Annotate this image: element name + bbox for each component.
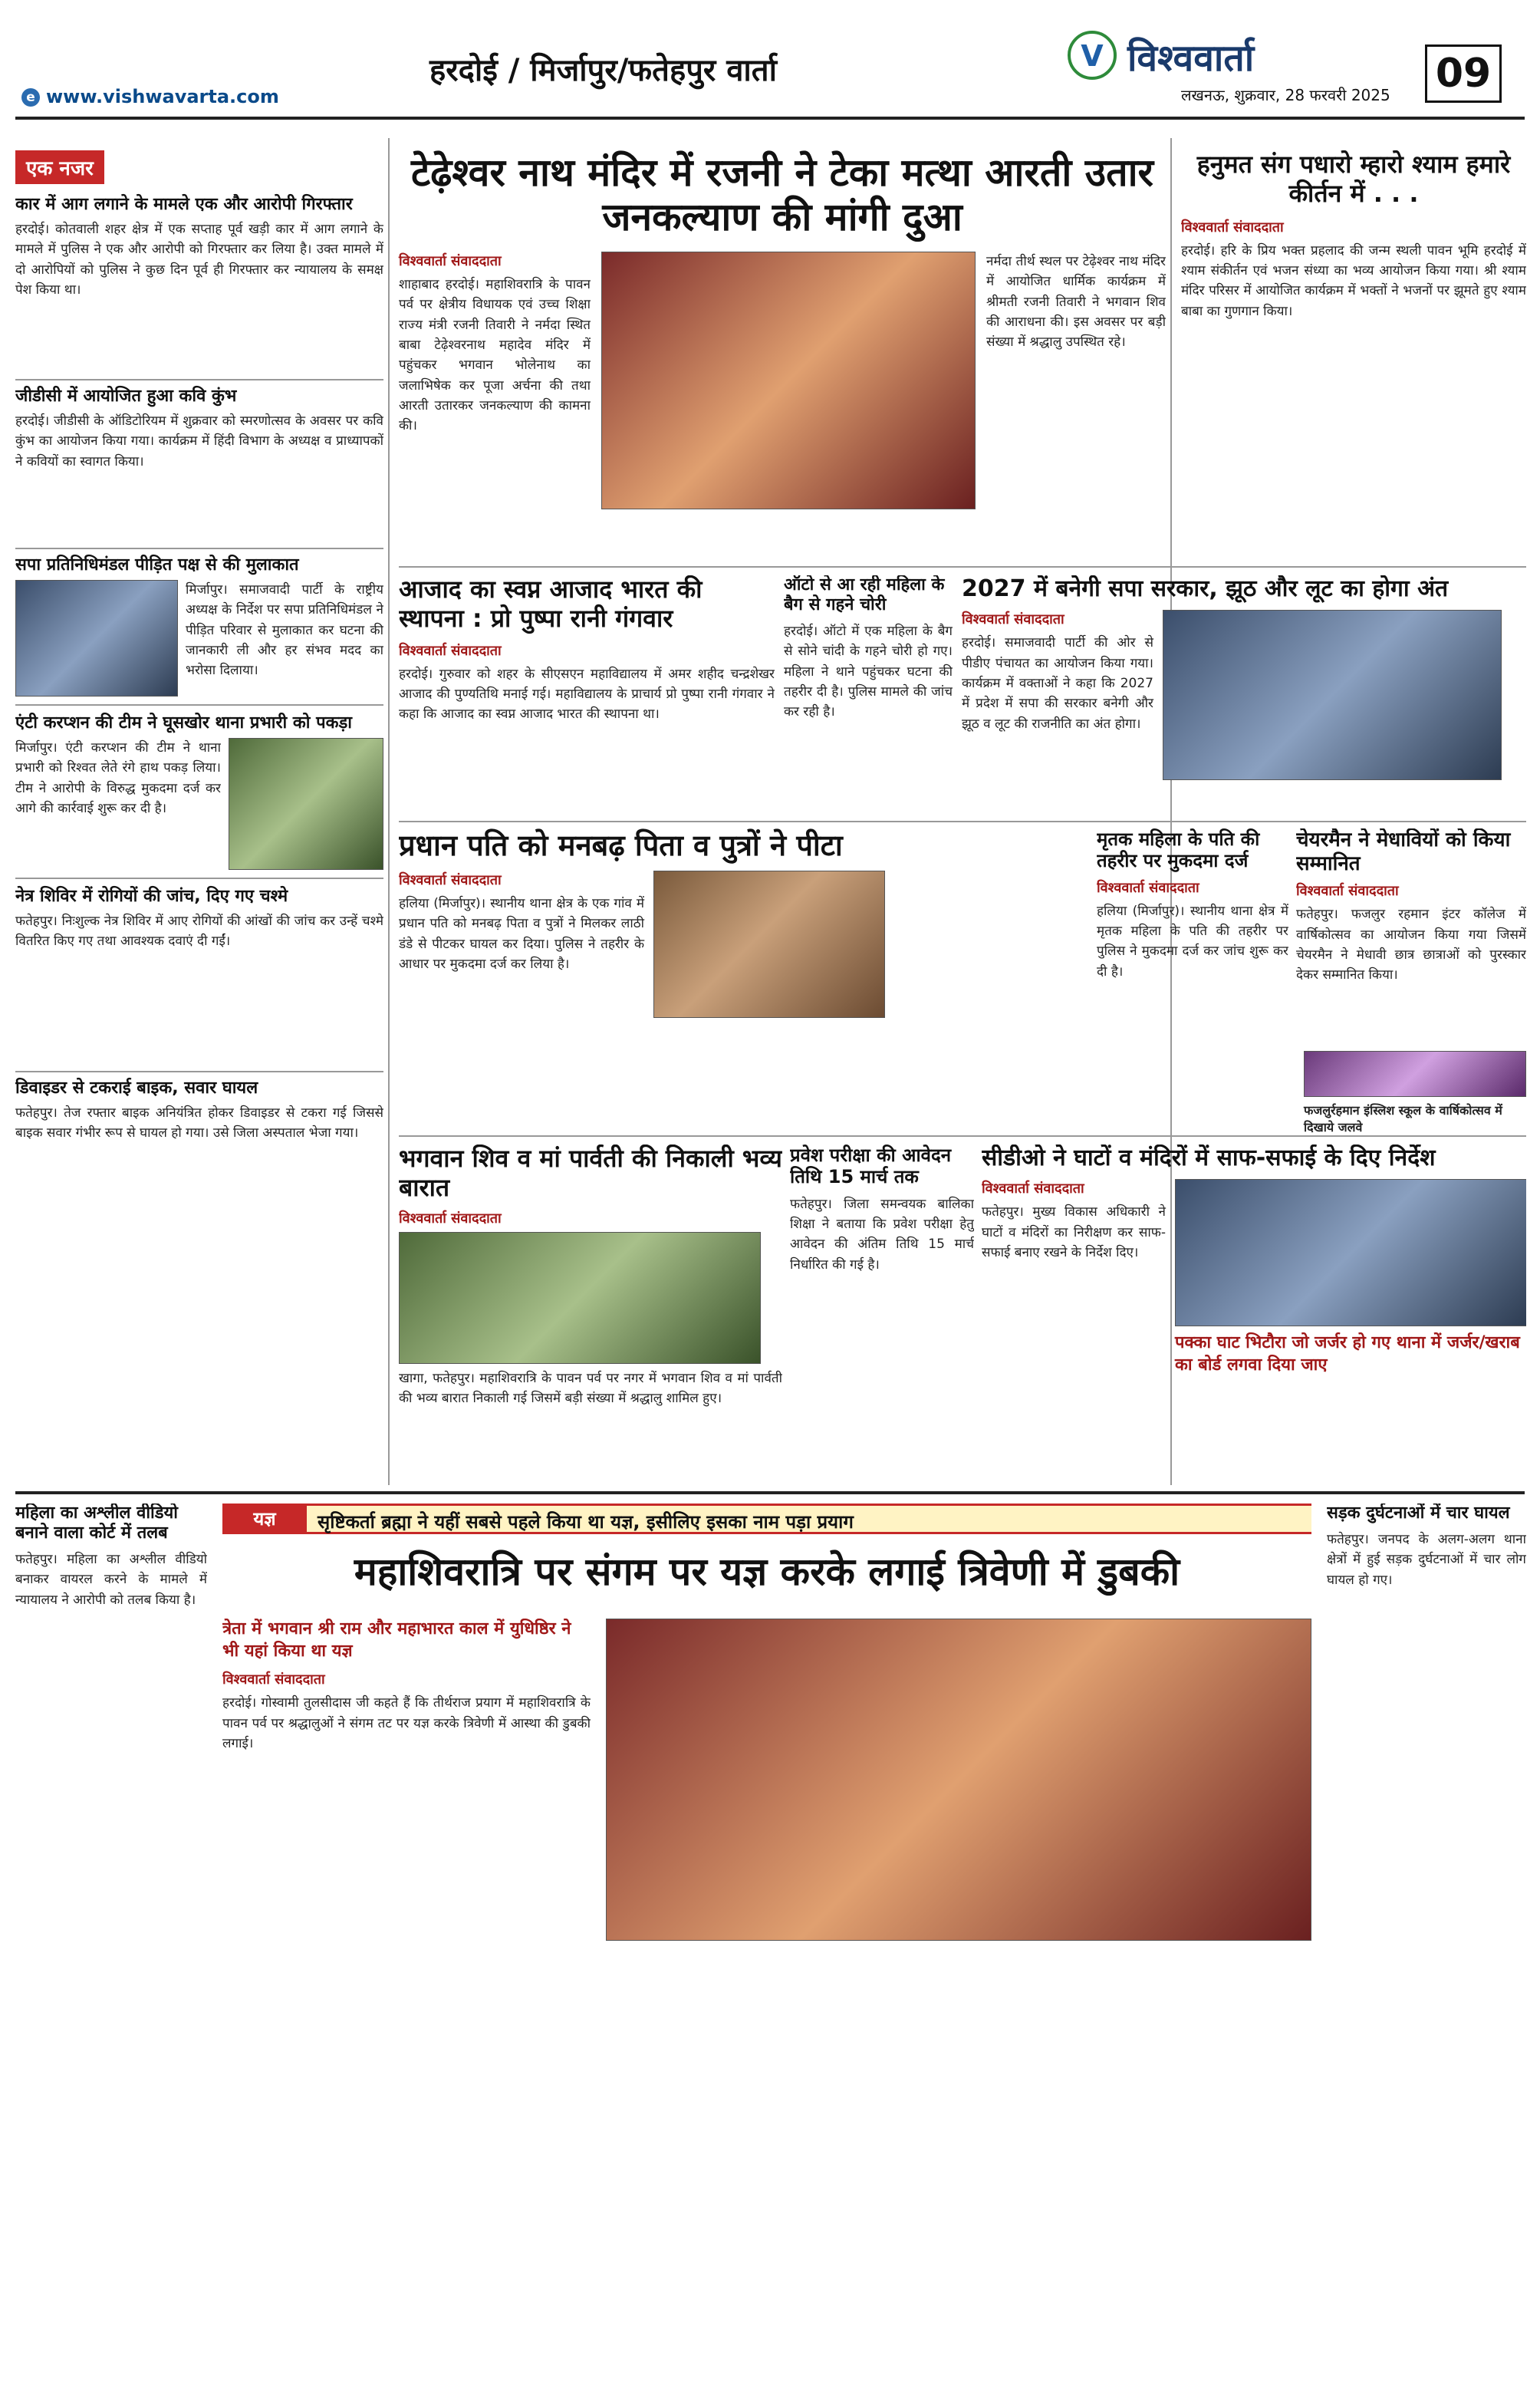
story-photo [1163,610,1502,780]
website-link[interactable] [21,86,279,107]
divider [15,704,383,706]
byline: विश्ववार्ता संवाददाता [399,871,502,888]
masthead [0,0,1540,123]
byline: विश्ववार्ता संवाददाता [1181,219,1284,235]
brief-headline: एंटी करप्शन की टीम ने घूसखोर थाना प्रभारी को पकड़ा [15,713,352,733]
bottom-headline: महाशिवरात्रि पर संगम पर यज्ञ करके लगाई त्रिवेणी में डुबकी [354,1550,1180,1594]
story-body: हलिया (मिर्जापुर)। स्थानीय थाना क्षेत्र के एक गांव में प्रधान पति को मनबढ़ पिता व पुत्रों ने मिलकर लाठी डंडे से पीटकर घायल कर दिया। पुलिस ने तहरीर के आधार पर मुकदमा दर्ज कर लिया है। [399,895,644,972]
row-divider [399,1135,1526,1137]
story-headline: मृतक महिला के पति की तहरीर पर मुकदमा दर्ज [1097,828,1260,872]
browser-icon: e [21,88,40,107]
left-column [15,150,383,1485]
story-body: फतेहपुर। महिला का अश्लील वीडियो बनाकर वायरल करने के मामले में न्यायालय ने आरोपी को तलब किया है। [15,1551,207,1608]
masthead-rule [15,117,1525,120]
main-photo [601,252,976,509]
story-bhagwan [399,1145,782,1482]
divider [15,379,383,380]
byline: विश्ववार्ता संवाददाता [399,253,502,269]
divider [15,878,383,879]
photo-caption: फजलुर्रहमान इंस्लिश स्कूल के वार्षिकोत्सव में दिखाये जलवे [1304,1103,1502,1135]
story-azad [399,575,775,813]
brief-photo [229,738,383,870]
byline: विश्ववार्ता संवाददाता [962,611,1065,628]
story-cdo [982,1145,1526,1482]
row-divider [399,821,1526,822]
column-divider [388,138,390,1485]
story-photo [653,871,885,1018]
bottom-story-left [222,1619,591,2386]
brief-4 [15,887,383,1065]
brief-headline: कार में आग लगाने के मामले एक और आरोपी गिरफ्तार [15,195,353,214]
page-number: 09 [1425,44,1502,103]
story-headline: चेयरमैन ने मेधावियों को किया सम्मानित [1296,828,1511,875]
story-headline: भगवान शिव व मां पार्वती की निकाली भव्य बारात [399,1145,782,1202]
brief-5 [15,1079,383,1226]
section-title: हरदोई / मिर्जापुर/फतेहपुर वार्ता [429,53,777,88]
story-headline: प्रवेश परीक्षा की आवेदन तिथि 15 मार्च तक [790,1145,952,1188]
brief-0 [15,195,383,373]
story-pradhan [399,828,1089,1112]
main-body: शाहाबाद हरदोई। महाशिवरात्रि के पावन पर्व पर क्षेत्रीय विधायक एवं उच्च शिक्षा राज्य मंत्री रजनी तिवारी ने नर्मदा स्थित बाबा टेढ़ेश्वरनाथ महादेव मंदिर में पहुंचकर भगवान भोलेनाथ का जलाभिषेक कर पूजा अर्चना की तथा आरती उतारकर जनकल्याण की कामना की। [399,277,591,434]
story-headline: सीडीओ ने घाटों व मंदिरों में साफ-सफाई के दिए निर्देश [982,1145,1436,1171]
row-divider [399,566,1526,568]
brief-2 [15,555,383,697]
section-tag: यज्ञ [222,1504,307,1534]
byline: विश्ववार्ता संवाददाता [222,1671,325,1688]
story-body: फतेहपुर। जनपद के अलग-अलग थाना क्षेत्रों में हुई सड़क दुर्घटनाओं में चार लोग घायल हो गए। [1327,1531,1526,1588]
story-accident [1327,1504,1526,2386]
story-photo [399,1232,761,1364]
story-body: फतेहपुर। फजलुर रहमान इंटर कॉलेज में वार्षिकोत्सव का आयोजन किया गया जिसमें चेयरमैन ने मेधावी छात्र छात्राओं को पुरस्कार देकर सम्मानित किया। [1296,907,1526,983]
story-body: खागा, फतेहपुर। महाशिवरात्रि के पावन पर्व पर नगर में भगवान शिव व मां पार्वती की भव्य बारात निकाली गई जिसमें बड़ी संख्या में श्रद्धालु शामिल हुए। [399,1370,782,1406]
brief-headline: जीडीसी में आयोजित हुआ कवि कुंभ [15,386,237,406]
story-video [15,1504,207,2386]
divider [15,548,383,549]
brief-body: हरदोई। जीडीसी के ऑडिटोरियम में शुक्रवार को स्मरणोत्सव के अवसर पर कवि कुंभ का आयोजन किया गया। कार्यक्रम में हिंदी विभाग के अध्यक्ष व प्राध्यापकों ने कवियों का स्वागत किया। [15,413,383,469]
pull-quote: पक्का घाट भिटौरा जो जर्जर हो गए थाना में जर्जर/खराब का बोर्ड लगवा दिया जाए [1175,1333,1520,1375]
yagya-photo [606,1619,1311,1941]
divider [15,1071,383,1072]
band-rule [15,1491,1525,1494]
story-body: हलिया (मिर्जापुर)। स्थानीय थाना क्षेत्र में मृतक महिला के पति की तहरीर पर पुलिस ने मुकदमा दर्ज कर जांच शुरू कर दी है। [1097,903,1288,980]
brief-1 [15,387,383,542]
story-mritak [1097,828,1288,1112]
dateline: लखनऊ, शुक्रवार, 28 फरवरी 2025 [1181,86,1390,104]
brief-body: हरदोई। कोतवाली शहर क्षेत्र में एक सप्ताह पूर्व खड़ी कार में आग लगाने के मामले में पुलिस ने एक और आरोपी को गिरफ्तार कर लिया है। उक्त मामले में दो आरोपियों को पुलिस ने कुछ दिन पूर्व ही गिरफ्तार कर न्यायालय के समक्ष पेश किया था। [15,221,383,298]
story-headline: आजाद का स्वप्न आजाद भारत की स्थापना : प्रो पुष्पा रानी गंगवार [399,575,703,633]
website-url: www.vishwavarta.com [46,86,279,107]
story-body: हरदोई। ऑटो में एक महिला के बैग से सोने चांदी के गहने चोरी हो गए। महिला ने थाने पहुंचकर घटना की तहरीर दी है। पुलिस मामले की जांच कर रही है। [784,623,953,720]
brief-headline: सपा प्रतिनिधिमंडल पीड़ित पक्ष से की मुलाकात [15,555,299,575]
story-body: हरदोई। हरि के प्रिय भक्त प्रहलाद की जन्म स्थली पावन भूमि हरदोई में श्याम संकीर्तन एवं भजन संध्या का भव्य आयोजन किया गया। श्री श्याम मंदिर परिसर में आयोजित कार्यक्रम में भक्तों ने भजनों पर झूमते हुए श्याम बाबा का गुणगान किया। [1181,242,1526,319]
story-photo [1175,1179,1526,1326]
main-story [399,150,1166,534]
pull-quote: त्रेता में भगवान श्री राम और महाभारत काल में युधिष्ठिर ने भी यहां किया था यज्ञ [222,1619,571,1661]
story-body: हरदोई। समाजवादी पार्टी की ओर से पीडीए पंचायत का आयोजन किया गया। कार्यक्रम में वक्ताओं ने कहा कि 2027 में प्रदेश में सपा की सरकार बनेगी और झूठ व लूट की राजनीति का अंत होगा। [962,635,1153,732]
byline: विश्ववार्ता संवाददाता [399,642,502,659]
brief-body: मिर्जापुर। एंटी करप्शन की टीम ने थाना प्रभारी को रिश्वत लेते रंगे हाथ पकड़ लिया। टीम ने आरोपी के विरुद्ध मुकदमा दर्ज कर आगे की कार्रवाई शुरू कर दी है। [15,739,221,816]
story-headline: महिला का अश्लील वीडियो बनाने वाला कोर्ट में तलब [15,1504,178,1543]
story-body: फतेहपुर। मुख्य विकास अधिकारी ने घाटों व मंदिरों का निरीक्षण कर साफ-सफाई बनाए रखने के निर्देश दिए। [982,1204,1166,1261]
quote-banner: सृष्टिकर्ता ब्रह्मा ने यहीं सबसे पहले किया था यज्ञ, इसीलिए इसका नाम पड़ा प्रयाग [307,1504,1311,1534]
byline: विश्ववार्ता संवाददाता [399,1210,502,1227]
byline: विश्ववार्ता संवाददाता [1296,883,1399,900]
story-auto [784,575,953,813]
story-headline: प्रधान पति को मनबढ़ पिता व पुत्रों ने पीटा [399,828,843,862]
story-body: हरदोई। गोस्वामी तुलसीदास जी कहते हैं कि तीर्थराज प्रयाग में महाशिवरात्रि के पावन पर्व पर श्रद्धालुओं ने संगम तट पर यज्ञ करके त्रिवेणी में आस्था की डुबकी लगाई। [222,1695,591,1751]
brief-headline: डिवाइडर से टकराई बाइक, सवार घायल [15,1078,258,1098]
story-headline: सड़क दुर्घटनाओं में चार घायल [1327,1504,1510,1523]
byline: विश्ववार्ता संवाददाता [1097,879,1199,896]
brief-body: मिर्जापुर। समाजवादी पार्टी के राष्ट्रीय अध्यक्ष के निर्देश पर सपा प्रतिनिधिमंडल ने पीड़ित परिवार से मुलाकात कर घटना की जानकारी ली और हर संभव मदद का भरोसा दिलाया। [186,581,383,679]
logo-icon: V [1068,31,1117,80]
main-body-2: नर्मदा तीर्थ स्थल पर टेढ़ेश्वर नाथ मंदिर में आयोजित धार्मिक कार्यक्रम में श्रीमती रजनी तिवारी ने भगवान शिव की आराधना की। इस अवसर पर बड़ी संख्या में श्रद्धालु उपस्थित रहे। [986,254,1166,351]
brief-body: फतेहपुर। निःशुल्क नेत्र शिविर में आए रोगियों की आंखों की जांच कर उन्हें चश्मे वितरित किए गए तथा आवश्यक दवाएं दी गईं। [15,913,383,950]
story-headline: हनुमत संग पधारो म्हारो श्याम हमारे कीर्तन में . . . [1196,150,1511,208]
story-pravesh [790,1145,974,1482]
paper-name: विश्ववार्ता [1127,37,1255,80]
brief-photo [15,580,178,697]
main-headline: टेढ़ेश्वर नाथ मंदिर में रजनी ने टेका मत्था आरती उतार जनकल्याण की मांगी दुआ [410,150,1153,239]
byline: विश्ववार्ता संवाददाता [982,1181,1084,1197]
section-label: एक नजर [15,150,104,184]
brief-headline: नेत्र शिविर में रोगियों की जांच, दिए गए चश्मे [15,886,288,906]
story-headline: ऑटो से आ रही महिला के बैग से गहने चोरी [784,575,945,614]
story-hanumat [1181,150,1526,557]
story-body: हरदोई। गुरुवार को शहर के सीएसएन महाविद्यालय में अमर शहीद चन्द्रशेखर आजाद की पुण्यतिथि मनाई गई। महाविद्यालय के प्राचार्य प्रो पुष्पा रानी गंगवार ने कहा कि आजाद का स्वप्न आजाद भारत की स्थापना था। [399,666,775,723]
brief-body: फतेहपुर। तेज रफ्तार बाइक अनियंत्रित होकर डिवाइडर से टकरा गई जिससे बाइक सवार गंभीर रूप से घायल हो गया। उसे जिला अस्पताल भेजा गया। [15,1105,383,1141]
story-body: फतेहपुर। जिला समन्वयक बालिका शिक्षा ने बताया कि प्रवेश परीक्षा हेतु आवेदन की अंतिम तिथि 15 मार्च निर्धारित की गई है। [790,1196,974,1273]
story-headline: 2027 में बनेगी सपा सरकार, झूठ और लूट का होगा अंत [962,575,1449,602]
chairman-photo [1304,1051,1526,1097]
brief-3 [15,713,383,870]
story-sapa [962,575,1526,813]
